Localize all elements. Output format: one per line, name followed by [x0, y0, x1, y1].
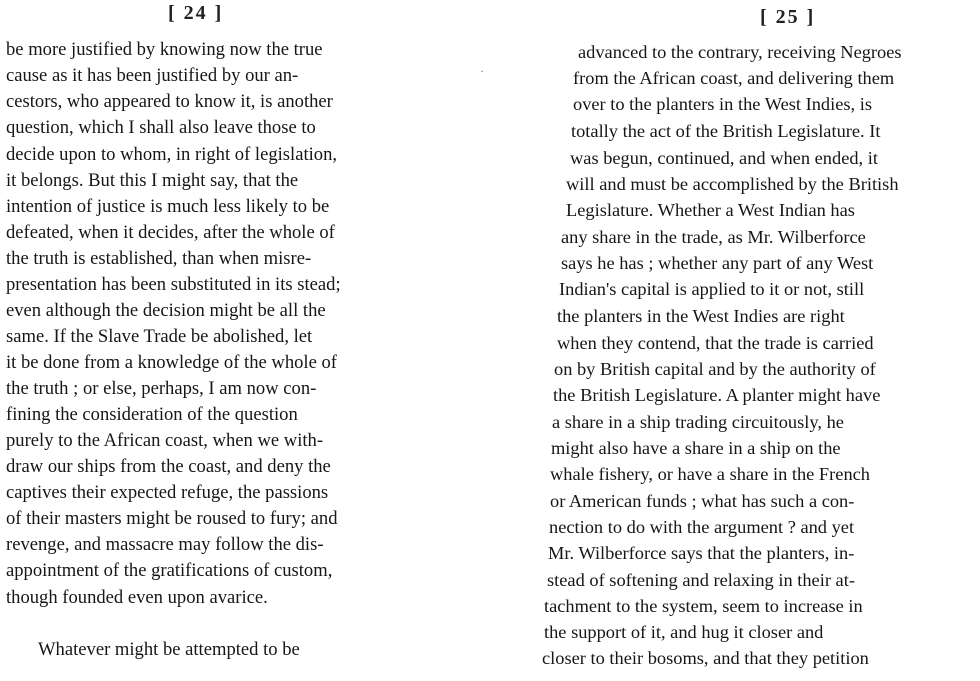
left-line-13: it be done from a knowledge of the whole of	[6, 352, 337, 373]
right-line-8: any share in the trade, as Mr. Wilberforce	[561, 227, 866, 247]
left-line-7: intention of justice is much less likely to be	[6, 196, 330, 217]
right-line-15: a share in a ship trading circuitously, he	[552, 412, 844, 432]
left-line-1: be more justified by knowing now the true	[6, 39, 323, 60]
left-line-6: it belongs. But this I might say, that the	[6, 170, 299, 191]
left-line-10: presentation has been substituted in its stead;	[6, 274, 341, 295]
right-line-18: or American funds ; what has such a con-	[550, 491, 855, 511]
right-line-2: from the African coast, and delivering them	[573, 68, 895, 88]
left-page	[0, 0, 420, 681]
left-line-20: revenge, and massacre may follow the dis-	[6, 534, 324, 555]
left-page-number: [ 24 ]	[168, 2, 224, 24]
left-line-3: cestors, who appeared to know it, is another	[6, 91, 333, 112]
right-line-5: was begun, continued, and when ended, it	[570, 148, 878, 168]
right-page-number: [ 25 ]	[760, 6, 816, 28]
left-line-15: fining the consideration of the question	[6, 404, 298, 425]
left-line-23: Whatever might be attempted to be	[38, 639, 300, 660]
left-line-16: purely to the African coast, when we with-	[6, 430, 324, 451]
right-page	[530, 0, 980, 681]
right-line-13: on by British capital and by the authority of	[554, 359, 876, 379]
right-line-20: Mr. Wilberforce says that the planters, in-	[548, 543, 855, 563]
right-line-19: nection to do with the argument ? and yet	[549, 517, 855, 537]
left-line-4: question, which I shall also leave those to	[6, 117, 316, 138]
right-line-14: the British Legislature. A planter might have	[553, 385, 881, 405]
right-line-21: stead of softening and relaxing in their at-	[547, 570, 855, 590]
left-line-19: of their masters might be roused to fury; and	[6, 508, 338, 529]
right-line-11: the planters in the West Indies are right	[557, 306, 845, 326]
right-line-10: Indian's capital is applied to it or not, still	[559, 279, 865, 299]
right-line-3: over to the planters in the West Indies, is	[573, 94, 873, 114]
left-line-17: draw our ships from the coast, and deny the	[6, 456, 331, 477]
right-line-9: says he has ; whether any part of any West	[561, 253, 874, 273]
right-line-4: totally the act of the British Legislature. It	[571, 121, 881, 141]
left-line-22: though founded even upon avarice.	[6, 587, 268, 608]
right-line-7: Legislature. Whether a West Indian has	[566, 200, 855, 220]
right-line-23: the support of it, and hug it closer and	[544, 622, 824, 642]
left-line-11: even although the decision might be all the	[6, 300, 326, 321]
right-line-12: when they contend, that the trade is carried	[557, 333, 874, 353]
left-line-14: the truth ; or else, perhaps, I am now con-	[6, 378, 317, 399]
right-line-17: whale fishery, or have a share in the French	[550, 464, 871, 484]
left-line-12: same. If the Slave Trade be abolished, let	[6, 326, 313, 347]
right-line-16: might also have a share in a ship on the	[551, 438, 841, 458]
left-line-21: appointment of the gratifications of custom,	[6, 560, 333, 581]
right-line-6: will and must be accomplished by the British	[566, 174, 899, 194]
left-line-8: defeated, when it decides, after the whole of	[6, 222, 335, 243]
right-line-22: tachment to the system, seem to increase in	[544, 596, 863, 616]
left-line-2: cause as it has been justified by our an-	[6, 65, 299, 86]
right-line-24: closer to their bosoms, and that they petition	[542, 648, 869, 668]
left-line-18: captives their expected refuge, the passions	[6, 482, 329, 503]
gutter-specks: ·	[480, 64, 496, 78]
left-line-9: the truth is established, than when misre-	[6, 248, 312, 269]
left-line-5: decide upon to whom, in right of legislation,	[6, 144, 338, 165]
right-line-1: advanced to the contrary, receiving Negroes	[578, 42, 902, 62]
